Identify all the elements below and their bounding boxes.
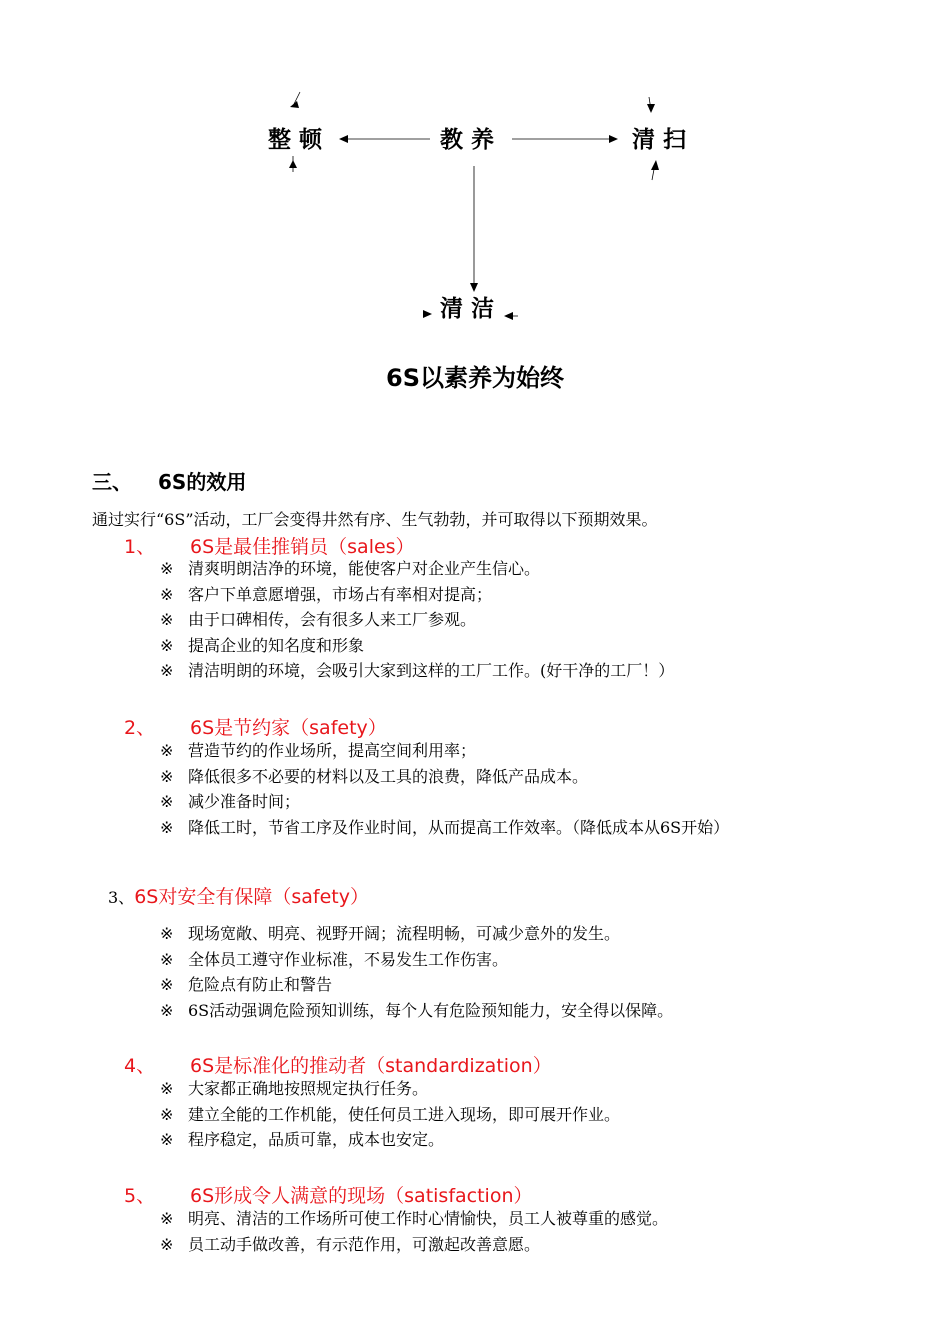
item-number: 1、 <box>124 536 156 558</box>
bullet-text: 营造节约的作业场所，提高空间利用率； <box>188 741 477 760</box>
list-item <box>160 738 729 764</box>
bullet-mark: ※ <box>160 1130 174 1150</box>
item-heading-2 <box>124 713 387 740</box>
bullet-text: 明亮、清洁的工作场所可使工作时心情愉快，员工人被尊重的感觉。 <box>188 1209 669 1228</box>
item-heading-4 <box>124 1051 552 1078</box>
bullet-text: 大家都正确地按照规定执行任务。 <box>188 1079 429 1098</box>
bullet-text: 全体员工遵守作业标准，不易发生工作伤害。 <box>188 949 509 969</box>
bullet-mark: ※ <box>160 766 174 786</box>
list-item <box>160 1127 620 1153</box>
list-item <box>160 789 729 815</box>
bullet-text: 清爽明朗洁净的环境，能使客户对企业产生信心。 <box>188 559 541 578</box>
item-title: 6S是最佳推销员（sales） <box>190 536 415 558</box>
node-jiaoyang: 教养 <box>440 127 502 153</box>
bullet-text: 减少准备时间； <box>188 792 301 812</box>
list-item <box>160 1076 620 1102</box>
list-item <box>160 972 673 998</box>
bullet-mark: ※ <box>160 1104 174 1124</box>
bullet-text: 客户下单意愿增强，市场占有率相对提高； <box>188 584 493 604</box>
bullet-list-4 <box>160 1076 620 1153</box>
6s-cycle-diagram <box>0 0 950 340</box>
bullet-mark: ※ <box>160 1209 174 1228</box>
list-item <box>160 582 674 608</box>
bullet-list-5 <box>160 1206 668 1257</box>
section-heading <box>92 466 246 495</box>
bullet-text: 员工动手做改善，有示范作用，可激起改善意愿。 <box>188 1234 541 1254</box>
list-item <box>160 607 674 633</box>
bullet-mark: ※ <box>160 661 174 681</box>
bullet-text: 清洁明朗的环境，会吸引大家到这样的工厂工作。(好干净的工厂！） <box>188 661 675 681</box>
bullet-list-1 <box>160 556 674 684</box>
section-title: 6S的效用 <box>158 470 247 494</box>
item-number: 5、 <box>124 1185 156 1207</box>
section-intro: 通过实行“6S”活动，工厂会变得井然有序、生气勃勃，并可取得以下预期效果。 <box>92 510 658 529</box>
item-title: 6S对安全有保障（safety） <box>134 886 369 908</box>
bullet-mark: ※ <box>160 1000 174 1020</box>
item-heading-5 <box>124 1181 533 1208</box>
bullet-mark: ※ <box>160 949 174 969</box>
item-heading-3 <box>108 882 369 909</box>
bullet-mark: ※ <box>160 610 174 630</box>
bullet-mark: ※ <box>160 1234 174 1254</box>
item-title: 6S形成令人满意的现场（satisfaction） <box>190 1185 533 1207</box>
item-number: 2、 <box>124 717 156 739</box>
node-qingsao: 清扫 <box>632 127 694 153</box>
bullet-mark: ※ <box>160 635 174 655</box>
node-qingjie: 清洁 <box>440 296 502 322</box>
bullet-text: 现场宽敞、明亮、视野开阔；流程明畅，可减少意外的发生。 <box>188 924 621 943</box>
list-item <box>160 658 674 684</box>
item-number: 3、 <box>108 888 135 907</box>
bullet-mark: ※ <box>160 559 174 578</box>
item-title: 6S是节约家（safety） <box>190 717 387 739</box>
list-item <box>160 1232 668 1258</box>
bullet-mark: ※ <box>160 584 174 604</box>
main-title: 6S以素养为始终 <box>386 364 564 392</box>
diagram-arrows <box>0 0 950 340</box>
bullet-text: 6S活动强调危险预知训练，每个人有危险预知能力，安全得以保障。 <box>188 1000 674 1020</box>
bullet-text: 建立全能的工作机能，使任何员工进入现场，即可展开作业。 <box>188 1104 621 1124</box>
bullet-mark: ※ <box>160 792 174 812</box>
bullet-text: 提高企业的知名度和形象 <box>188 635 365 655</box>
list-item <box>160 556 674 582</box>
bullet-mark: ※ <box>160 1079 174 1098</box>
bullet-mark: ※ <box>160 924 174 943</box>
bullet-text: 程序稳定，品质可靠，成本也安定。 <box>188 1130 445 1150</box>
list-item <box>160 764 729 790</box>
item-heading-1 <box>124 532 415 559</box>
list-item <box>160 921 673 947</box>
bullet-text: 降低很多不必要的材料以及工具的浪费，降低产品成本。 <box>188 766 589 786</box>
list-item <box>160 815 729 841</box>
bullet-mark: ※ <box>160 817 174 837</box>
bullet-list-3 <box>160 921 673 1023</box>
section-number: 三、 <box>92 470 132 494</box>
list-item <box>160 998 673 1024</box>
node-zhengdun: 整顿 <box>268 127 330 153</box>
bullet-text: 由于口碑相传，会有很多人来工厂参观。 <box>188 610 477 630</box>
bullet-list-2 <box>160 738 729 840</box>
item-number: 4、 <box>124 1055 156 1077</box>
list-item <box>160 947 673 973</box>
item-title: 6S是标准化的推动者（standardization） <box>190 1055 552 1077</box>
list-item <box>160 1206 668 1232</box>
bullet-mark: ※ <box>160 975 174 995</box>
bullet-text: 危险点有防止和警告 <box>188 975 333 995</box>
bullet-mark: ※ <box>160 741 174 760</box>
list-item <box>160 633 674 659</box>
list-item <box>160 1102 620 1128</box>
bullet-text: 降低工时，节省工序及作业时间，从而提高工作效率。（降低成本从6S开始） <box>188 817 730 837</box>
